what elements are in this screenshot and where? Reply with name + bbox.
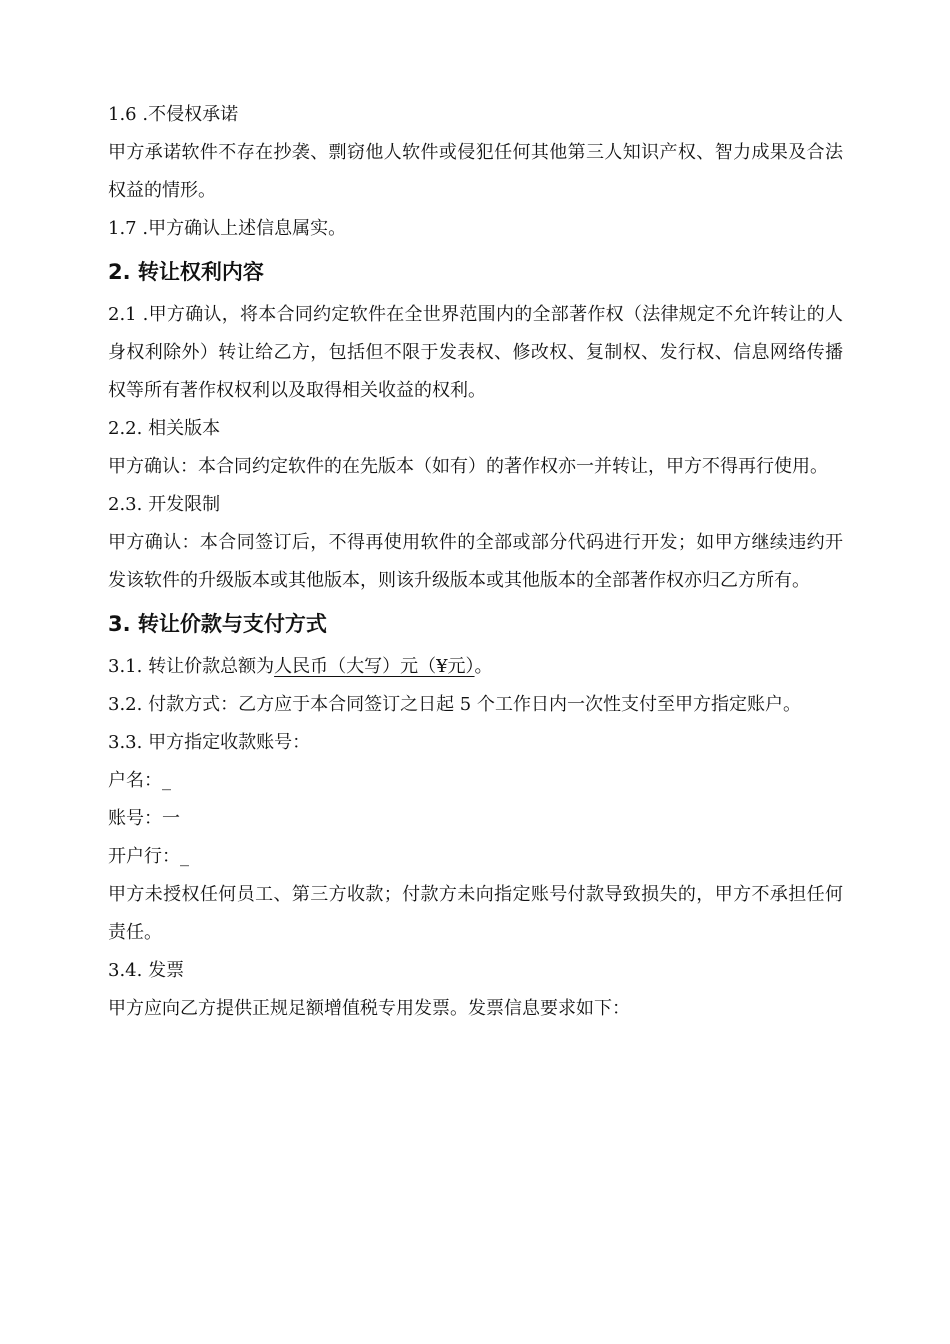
section-2-2-title: 2.2. 相关版本	[108, 418, 221, 439]
account-number: 账号：一	[108, 808, 180, 829]
account-name: 户名：_	[108, 770, 171, 791]
section-3-3-note: 甲方未授权任何员工、第三方收款；付款方未向指定账号付款导致损失的，甲方不承担任何责任。	[108, 884, 843, 943]
section-2-3-title: 2.3. 开发限制	[108, 494, 221, 515]
section-3-1-suffix: 。	[474, 656, 493, 677]
section-3-4-body: 甲方应向乙方提供正规足额增值税专用发票。发票信息要求如下：	[108, 998, 630, 1019]
section-3-4-title: 3.4. 发票	[108, 960, 185, 981]
section-1-7: 1.7 .甲方确认上述信息属实。	[108, 218, 347, 239]
heading-2: 2. 转让权利内容	[108, 260, 264, 284]
section-2-2-body: 甲方确认：本合同约定软件的在先版本（如有）的著作权亦一并转让，甲方不得再行使用。	[108, 456, 828, 477]
document-page	[108, 96, 843, 1028]
section-2-3-body: 甲方确认：本合同签订后，不得再使用软件的全部或部分代码进行开发；如甲方继续违约开发该软件的升级版本或其他版本，则该升级版本或其他版本的全部著作权亦归乙方所有。	[108, 532, 843, 591]
section-3-2: 3.2. 付款方式：乙方应于本合同签订之日起 5 个工作日内一次性支付至甲方指定账户。	[108, 694, 801, 715]
section-3-3-title: 3.3. 甲方指定收款账号：	[108, 732, 311, 753]
section-1-6-body: 甲方承诺软件不存在抄袭、剽窃他人软件或侵犯任何其他第三人知识产权、智力成果及合法权益的情形。	[108, 142, 843, 201]
price-amount-field: 人民币（大写）元（¥元）	[274, 656, 475, 677]
bank-name: 开户行：_	[108, 846, 189, 867]
section-3-1-prefix: 3.1. 转让价款总额为	[108, 656, 275, 677]
section-3-1	[108, 648, 843, 686]
heading-3: 3. 转让价款与支付方式	[108, 612, 327, 636]
section-1-6-title: 1.6 .不侵权承诺	[108, 104, 239, 125]
section-2-1: 2.1 .甲方确认，将本合同约定软件在全世界范围内的全部著作权（法律规定不允许转让的人身权利除外）转让给乙方，包括但不限于发表权、修改权、复制权、发行权、信息网络传播权等所有著作权权利以及取得相关收益的权利。	[108, 304, 843, 401]
